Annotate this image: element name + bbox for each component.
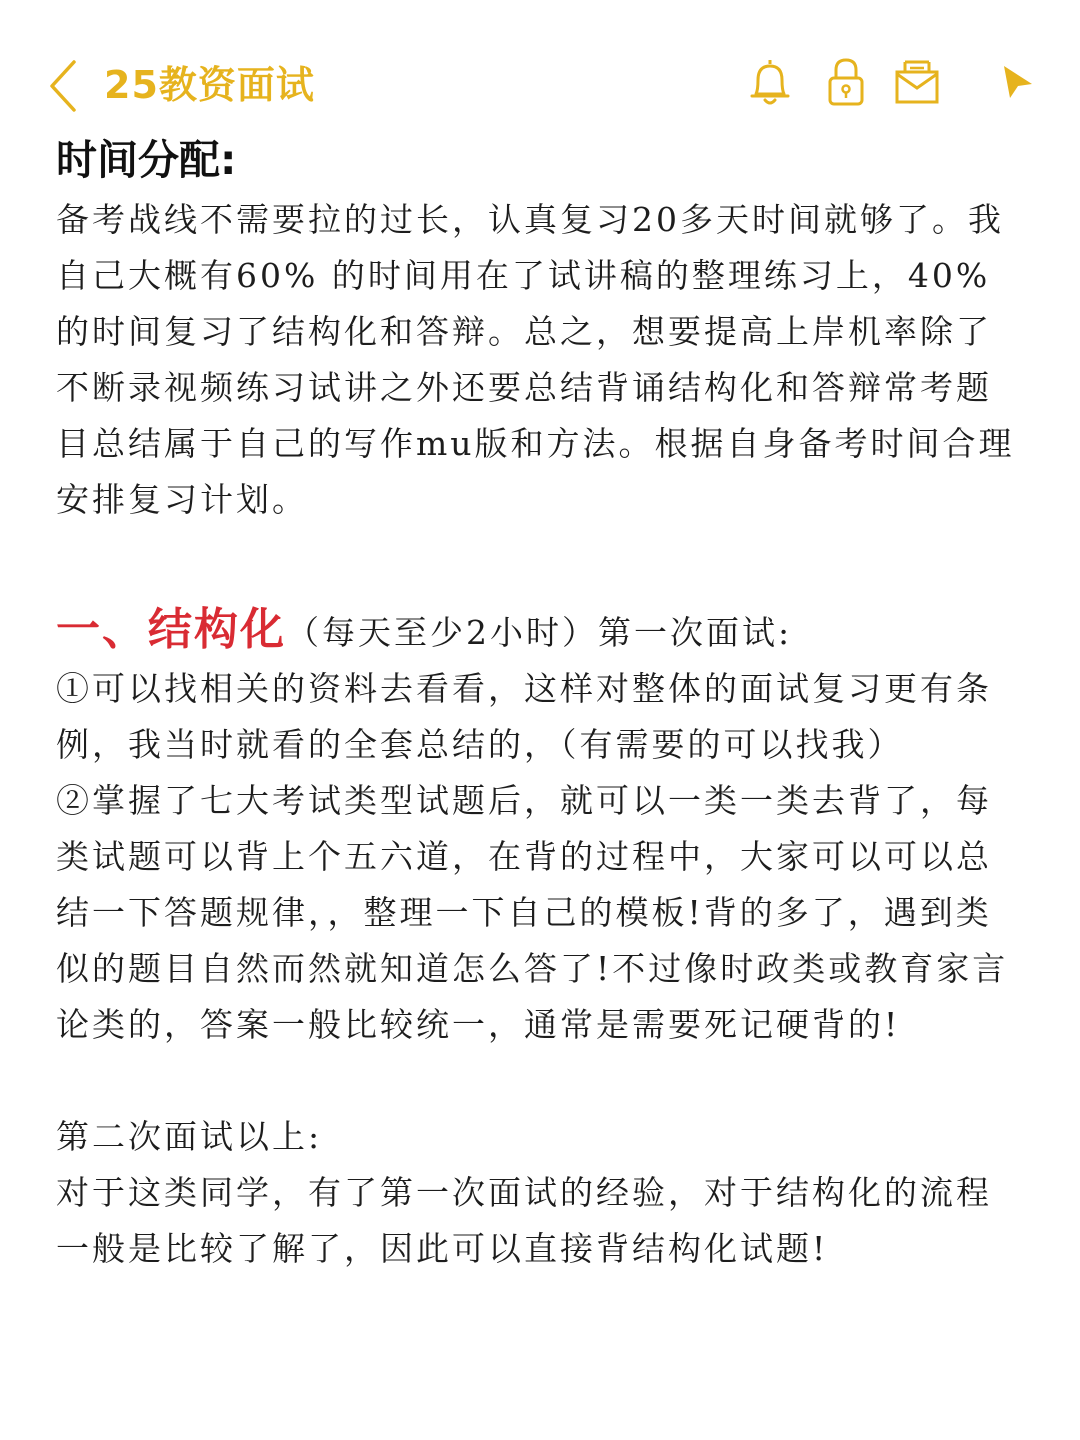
spacer: [56, 528, 1026, 602]
section-heading-rest: （每天至少2小时）第一次面试:: [286, 613, 793, 652]
bell-icon[interactable]: [746, 56, 794, 108]
section-heading-structured: [56, 602, 1026, 661]
cursor-arrow-icon[interactable]: [996, 56, 1044, 108]
section-title-time: 时间分配:: [56, 136, 237, 184]
list-item: ①可以找相关的资料去看看，这样对整体的面试复习更有条例，我当时就看的全套总结的，（有需要的可以找我）: [56, 669, 992, 764]
page-title: 25教资面试: [104, 63, 315, 107]
paragraph-time-allocation: 备考战线不需要拉的过长，认真复习20多天时间就够了。我自己大概有60% 的时间用在了试讲稿的整理练习上，40%的时间复习了结构化和答辩。总之，想要提高上岸机率除了不断录视频练习试讲之外还要总结背诵结构化和答辩常考题目总结属于自己的写作mu版和方法。根据自身备考时间合理安排复习计划。: [56, 200, 1015, 519]
paragraph-second-interview: 对于这类同学，有了第一次面试的经验，对于结构化的流程一般是比较了解了，因此可以直接背结构化试题!: [56, 1173, 992, 1268]
spacer: [56, 1053, 1026, 1109]
list-item: ②掌握了七大考试类型试题后，就可以一类一类去背了，每类试题可以背上个五六道，在背的过程中，大家可以可以总结一下答题规律，，整理一下自己的模板!背的多了，遇到类似的题目自然而然就知道怎么答了!不过像时政类或教育家言论类的，答案一般比较统一，通常是需要死记硬背的!: [56, 781, 1009, 1044]
article-content: [56, 130, 1026, 1277]
mail-icon[interactable]: [893, 56, 941, 108]
chevron-left-icon[interactable]: [44, 58, 84, 114]
top-bar: [0, 0, 1080, 125]
subheading-second-interview: 第二次面试以上:: [56, 1117, 323, 1156]
section-heading-red: 一、结构化: [56, 604, 286, 655]
lock-icon[interactable]: [822, 56, 870, 108]
